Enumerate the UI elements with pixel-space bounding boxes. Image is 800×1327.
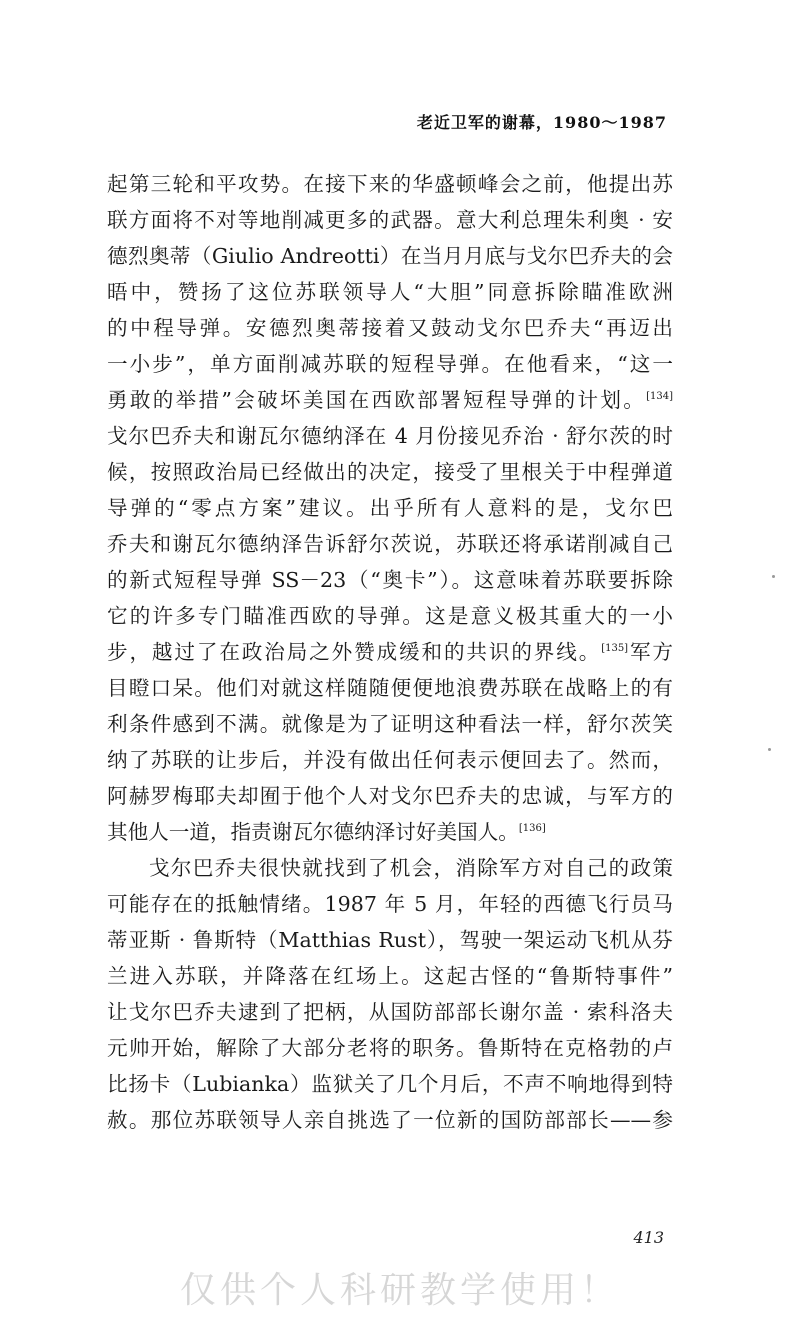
- scan-speck: [772, 575, 775, 578]
- footnote-marker: [134]: [646, 391, 673, 403]
- line-text: 可能存在的抵触情绪。1987 年 5 月，年轻的西德飞行员马: [107, 892, 673, 916]
- text-line: [107, 418, 673, 454]
- line-text: 候，按照政治局已经做出的决定，接受了里根关于中程弹道: [107, 460, 673, 484]
- watermark-text: 仅供个人科研教学使用！: [179, 1270, 620, 1311]
- text-line: [107, 742, 673, 778]
- text-line: [107, 562, 673, 598]
- body-text: [107, 166, 673, 1138]
- text-line: [107, 1030, 673, 1066]
- line-text: 其他人一道，指责谢瓦尔德纳泽讨好美国人。: [107, 820, 519, 844]
- text-line: [107, 778, 673, 814]
- text-line: [107, 238, 673, 274]
- line-text: 联方面将不对等地削减更多的武器。意大利总理朱利奥 · 安: [107, 208, 673, 232]
- text-line: [107, 814, 673, 850]
- line-text: 戈尔巴乔夫和谢瓦尔德纳泽在 4 月份接见乔治 · 舒尔茨的时: [107, 424, 673, 448]
- line-text: 导弹的“零点方案”建议。出乎所有人意料的是，戈尔巴: [107, 496, 673, 520]
- line-text: 纳了苏联的让步后，并没有做出任何表示便回去了。然而，: [107, 748, 673, 772]
- line-text: 赦。那位苏联领导人亲自挑选了一位新的国防部部长——参: [107, 1108, 673, 1132]
- text-line: [107, 850, 673, 886]
- text-line: [107, 166, 673, 202]
- text-line: [107, 1102, 673, 1138]
- line-text: 一小步”，单方面削减苏联的短程导弹。在他看来，“这一: [107, 352, 673, 376]
- line-text: 兰进入苏联，并降落在红场上。这起古怪的“鲁斯特事件”: [107, 964, 673, 988]
- line-text: 目瞪口呆。他们对就这样随随便便地浪费苏联在战略上的有: [107, 676, 673, 700]
- line-text: 起第三轮和平攻势。在接下来的华盛顿峰会之前，他提出苏: [107, 172, 673, 196]
- scan-speck: [768, 748, 771, 751]
- text-line: [107, 922, 673, 958]
- footnote-marker: [136]: [518, 823, 546, 835]
- text-line: [107, 274, 673, 310]
- line-text: 德烈奥蒂（Giulio Andreotti）在当月月底与戈尔巴乔夫的会: [107, 244, 673, 268]
- line-text: 步，越过了在政治局之外赞成缓和的共识的界线。: [107, 640, 602, 664]
- text-line: [107, 490, 673, 526]
- line-text: 的中程导弹。安德烈奥蒂接着又鼓动戈尔巴乔夫“再迈出: [107, 316, 673, 340]
- text-line: [107, 886, 673, 922]
- line-text-tail: 军方: [628, 640, 673, 664]
- text-line: [107, 706, 673, 742]
- line-text: 元帅开始，解除了大部分老将的职务。鲁斯特在克格勃的卢: [107, 1036, 673, 1060]
- running-head: 老近卫军的谢幕，1980～1987: [416, 113, 667, 132]
- text-line: [107, 670, 673, 706]
- text-line: [107, 1066, 673, 1102]
- text-line: [107, 526, 673, 562]
- line-text: 晤中，赞扬了这位苏联领导人“大胆”同意拆除瞄准欧洲: [107, 280, 673, 304]
- text-line: [107, 634, 673, 670]
- line-text: 阿赫罗梅耶夫却囿于他个人对戈尔巴乔夫的忠诚，与军方的: [107, 784, 673, 808]
- line-text: 比扬卡（Lubianka）监狱关了几个月后，不声不响地得到特: [107, 1072, 673, 1096]
- line-text: 勇敢的举措”会破坏美国在西欧部署短程导弹的计划。: [107, 388, 647, 412]
- line-text: 让戈尔巴乔夫逮到了把柄，从国防部部长谢尔盖 · 索科洛夫: [107, 1000, 673, 1024]
- text-line: [107, 382, 673, 418]
- text-line: [107, 994, 673, 1030]
- text-line: [107, 598, 673, 634]
- text-line: [107, 310, 673, 346]
- text-line: [107, 346, 673, 382]
- line-text: 利条件感到不满。就像是为了证明这种看法一样，舒尔茨笑: [107, 712, 673, 736]
- page-number: 413: [633, 1228, 664, 1247]
- line-text: 乔夫和谢瓦尔德纳泽告诉舒尔茨说，苏联还将承诺削减自己: [107, 532, 673, 556]
- line-text: 蒂亚斯 · 鲁斯特（Matthias Rust），驾驶一架运动飞机从芬: [107, 928, 673, 952]
- footnote-marker: [135]: [601, 643, 629, 655]
- line-text: 的新式短程导弹 SS－23（“奥卡”）。这意味着苏联要拆除: [107, 568, 673, 592]
- text-line: [107, 454, 673, 490]
- text-line: [107, 958, 673, 994]
- text-line: [107, 202, 673, 238]
- line-text: 它的许多专门瞄准西欧的导弹。这是意义极其重大的一小: [107, 604, 673, 628]
- line-text: 戈尔巴乔夫很快就找到了机会，消除军方对自己的政策: [149, 856, 673, 880]
